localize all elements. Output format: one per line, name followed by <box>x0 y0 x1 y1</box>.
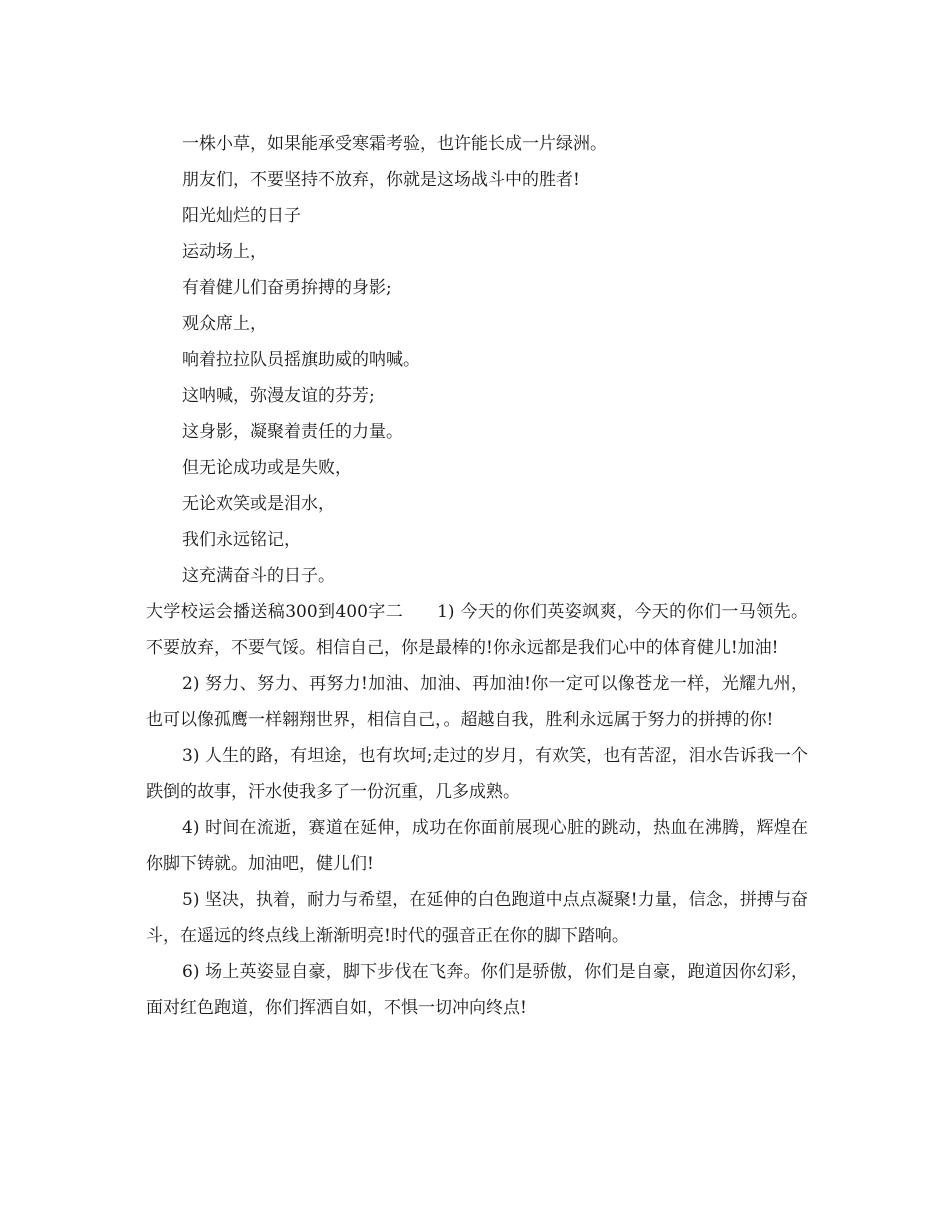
poem-line: 我们永远铭记， <box>182 530 301 550</box>
poem-line: 这呐喊，弥漫友谊的芬芳; <box>182 386 375 406</box>
section-paragraph-1 <box>146 594 808 666</box>
text-line: 朋友们，不要坚持不放弃，你就是这场战斗中的胜者! <box>182 170 580 190</box>
item-6-paragraph: 6) 场上英姿显自豪，脚下步伐在飞奔。你们是骄傲，你们是自豪，跑道因你幻彩，面对红色跑道，你们挥洒自如，不惧一切冲向终点! <box>146 962 808 1018</box>
poem-line: 这充满奋斗的日子。 <box>182 566 335 586</box>
poem-line: 无论欢笑或是泪水， <box>182 494 335 514</box>
poem-title: 阳光灿烂的日子 <box>182 206 301 226</box>
poem-line: 响着拉拉队员摇旗助威的呐喊。 <box>182 350 420 370</box>
section-heading: 大学校运会播送稿300到400字二 <box>146 602 404 622</box>
poem-line: 运动场上， <box>182 242 267 262</box>
poem-line: 这身影，凝聚着责任的力量。 <box>182 422 403 442</box>
item-2-paragraph: 2) 努力、努力、再努力!加油、加油、再加油!你一定可以像苍龙一样，光耀九州，也可以像孤鹰一样翱翔世界，相信自己，。超越自我，胜利永远属于努力的拼搏的你! <box>146 674 808 730</box>
item-4-paragraph: 4) 时间在流逝，赛道在延伸，成功在你面前展现心脏的跳动，热血在沸腾，辉煌在你脚下铸就。加油吧，健儿们! <box>146 818 808 874</box>
poem-line: 观众席上， <box>182 314 267 334</box>
poem-line: 有着健儿们奋勇拚搏的身影; <box>182 278 392 298</box>
item-3-paragraph: 3) 人生的路，有坦途，也有坎坷;走过的岁月，有欢笑，也有苦涩，泪水告诉我一个跌倒的故事，汗水使我多了一份沉重，几多成熟。 <box>146 746 808 802</box>
item-1-text: 1) 今天的你们英姿飒爽，今天的你们一马领先。不要放弃，不要气馁。相信自己，你是最棒的!你永远都是我们心中的体育健儿!加油! <box>146 602 808 658</box>
item-5-paragraph: 5) 坚决，执着，耐力与希望，在延伸的白色跑道中点点凝聚!力量，信念，拼搏与奋斗，在遥远的终点线上渐渐明亮!时代的强音正在你的脚下踏响。 <box>146 890 808 946</box>
poem-line: 但无论成功或是失败， <box>182 458 352 478</box>
text-line: 一株小草，如果能承受寒霜考验，也许能长成一片绿洲。 <box>182 134 607 154</box>
document-body <box>146 126 808 1026</box>
